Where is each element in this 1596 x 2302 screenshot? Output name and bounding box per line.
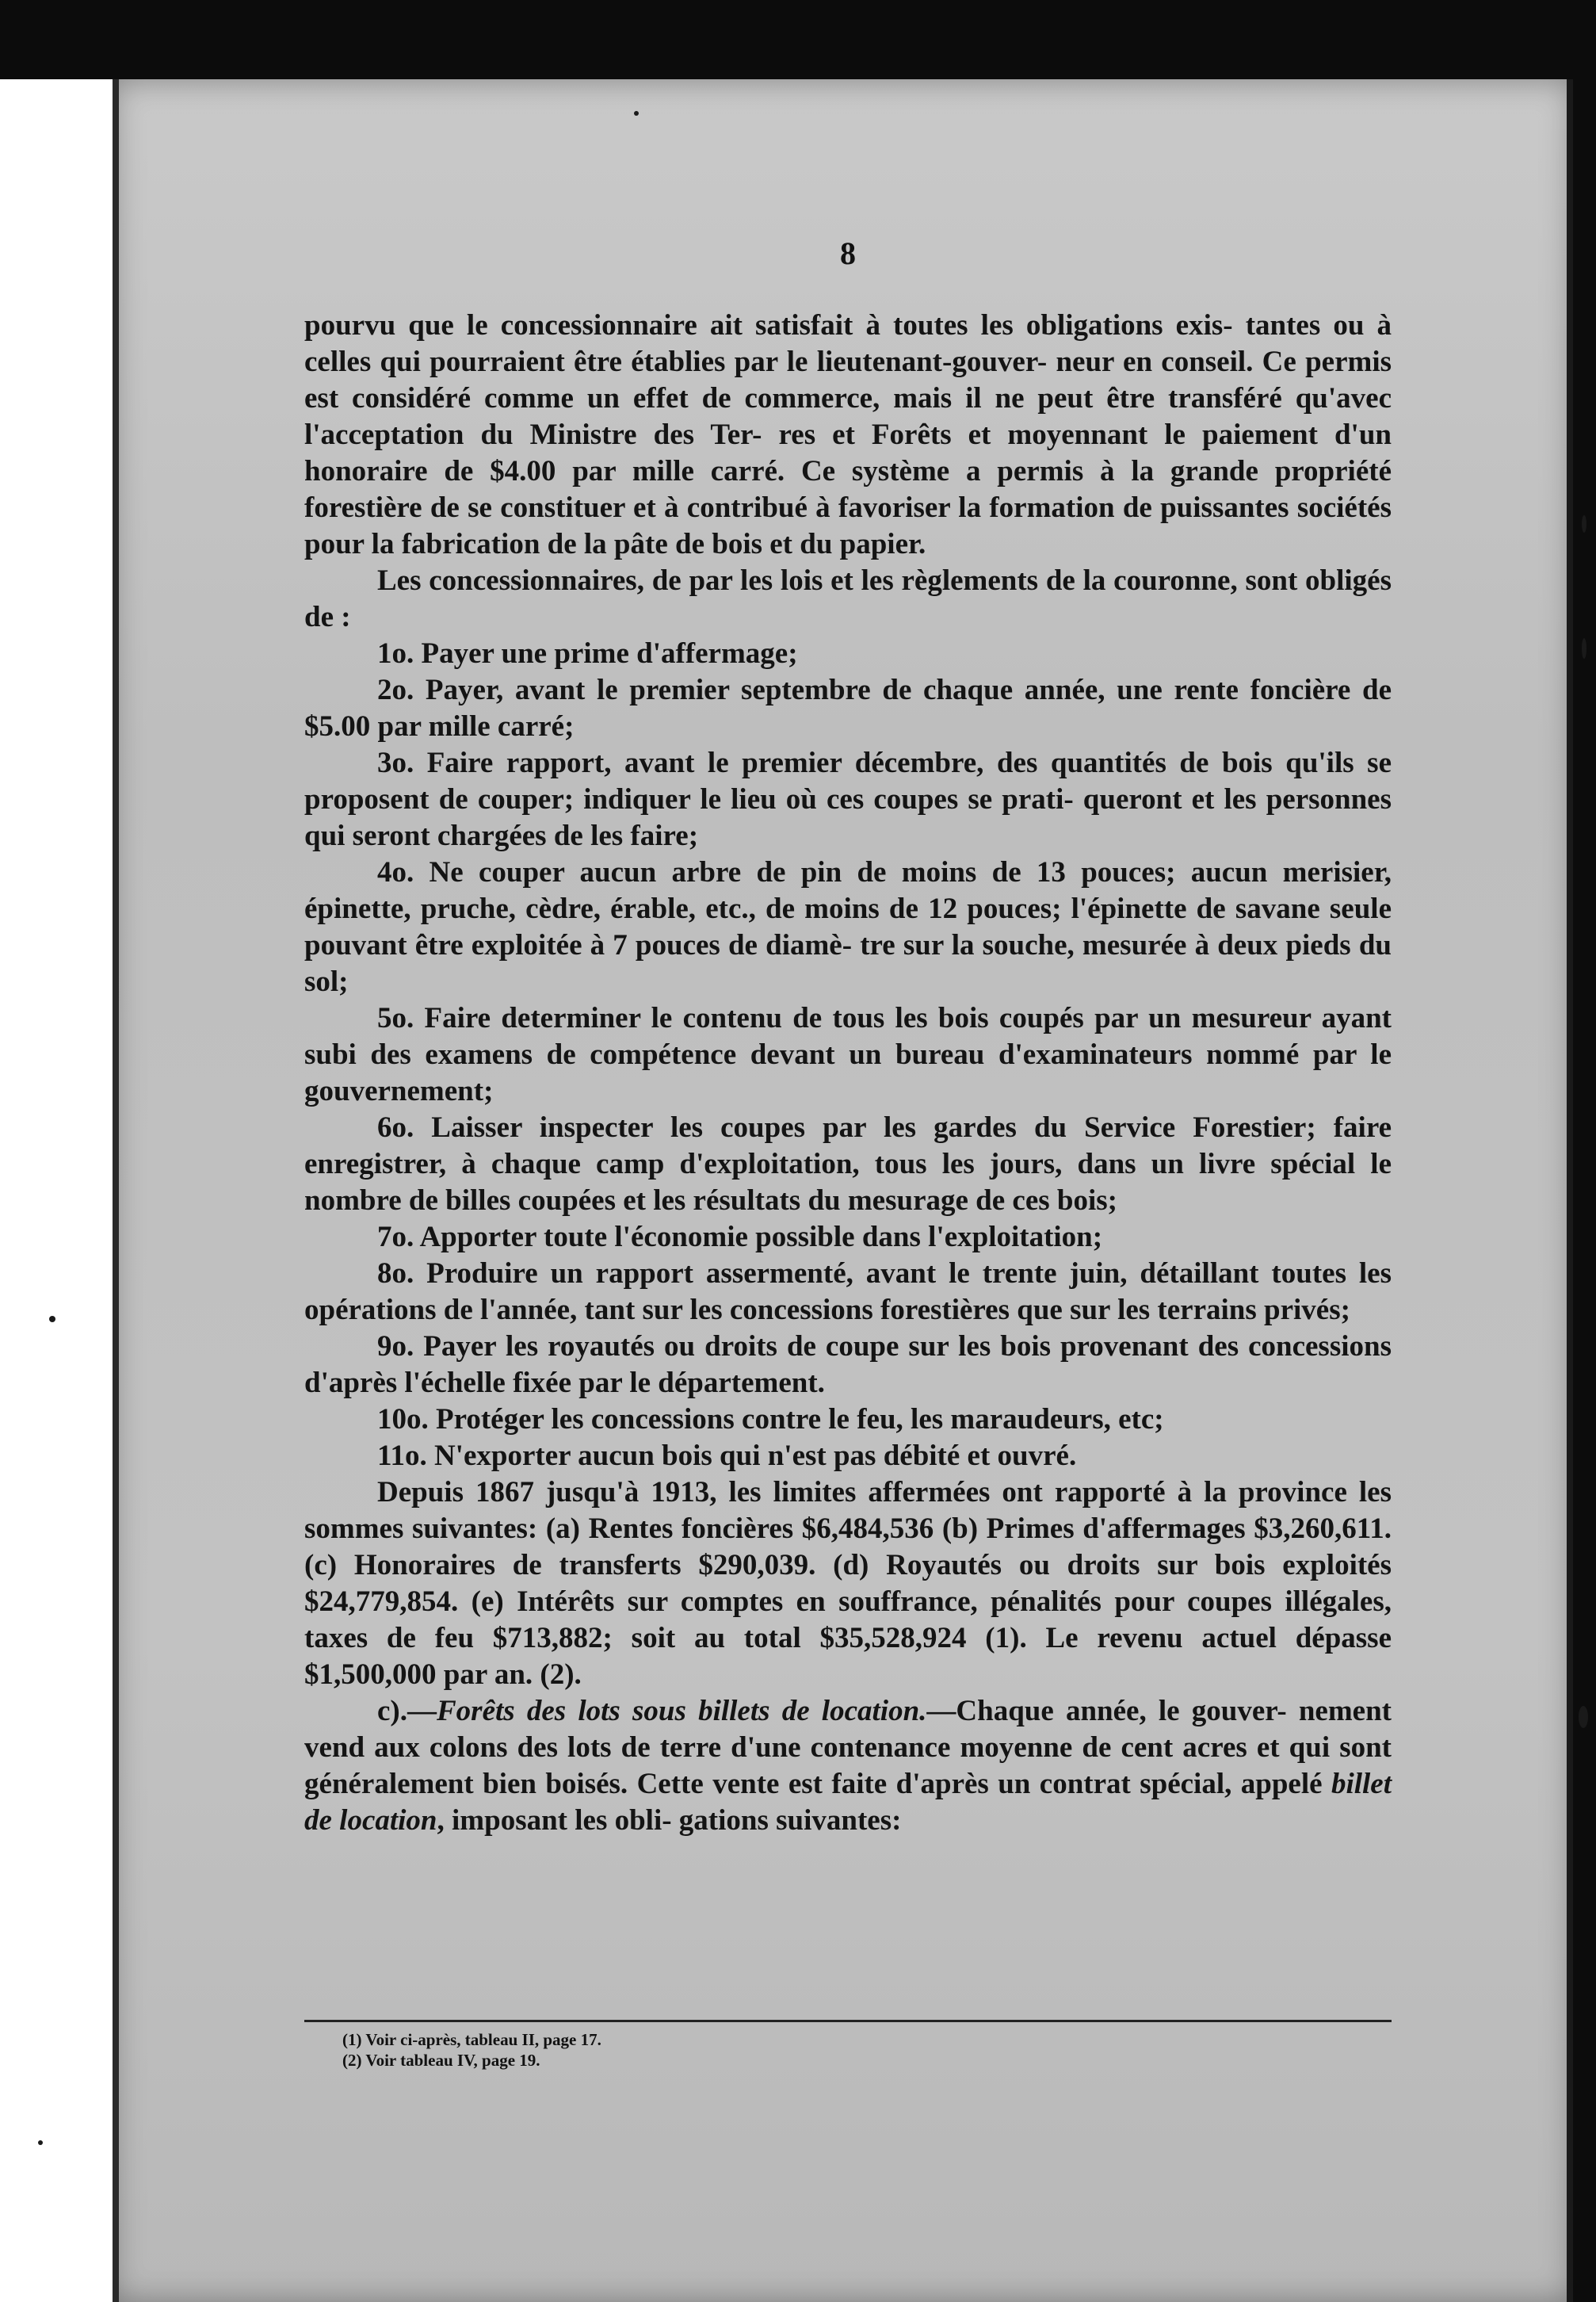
scan-speck [1582, 515, 1586, 533]
obligation-item-11: 11o. N'exporter aucun bois qui n'est pas débité et ouvré. [377, 1440, 1077, 1472]
obligation-item-1: 1o. Payer une prime d'affermage; [377, 637, 798, 670]
page-number: 8 [840, 235, 856, 271]
obligation-item-6: 6o. Laisser inspecter les coupes par les gardes du Service Forestier; faire enregistrer, à chaque camp d'exploitation, tous les jours, dans un livre spécial le nombre de billes coupées et les résultats du mesurage de ces bois; [304, 1111, 1392, 1217]
obligation-item-7: 7o. Apporter toute l'économie possible dans l'exploitation; [377, 1221, 1103, 1253]
obligation-item-2: 2o. Payer, avant le premier septembre de chaque année, une rente foncière de $5.00 par mille carré; [304, 674, 1392, 743]
page-edge-left [113, 79, 119, 2302]
section-c-title: Forêts des lots sous billets de location. [437, 1695, 927, 1727]
paragraph-obligations-intro: Les concessionnaires, de par les lois et les règlements de la couronne, sont obligés de : [304, 564, 1392, 633]
section-c-text-before: —Chaque année, le gouver- nement vend aux colons des lots de terre d'une contenance moyenne de cent acres et qui sont généralement bien boisés. Cette vente est faite d'après un contrat spécial, appelé [304, 1695, 1392, 1800]
obligation-item-8: 8o. Produire un rapport assermenté, avant le trente juin, détaillant toutes les opérations de l'année, tant sur les concessions forestières que sur les terrains privés; [304, 1257, 1392, 1326]
obligation-item-3: 3o. Faire rapport, avant le premier décembre, des quantités de bois qu'ils se proposent de couper; indiquer le lieu où ces coupes se prati- queront et les personnes qui seront chargées de les faire; [304, 747, 1392, 852]
obligation-item-10: 10o. Protéger les concessions contre le feu, les maraudeurs, etc; [377, 1403, 1164, 1436]
obligation-item-9: 9o. Payer les royautés ou droits de coupe sur les bois provenant des concessions d'après l'échelle fixée par le département. [304, 1330, 1392, 1399]
scan-speck [634, 111, 639, 116]
scan-speck [1582, 638, 1586, 659]
scan-border-right [1573, 0, 1596, 2302]
paragraph-intro: pourvu que le concessionnaire ait satisfait à toutes les obligations exis- tantes ou à celles qui pourraient être établies par le lieutenant-gouver- neur en conseil. Ce permis est considéré comme un effet de commerce, mais il ne peut être transféré qu'avec l'acceptation du Ministre des Ter- res et Forêts et moyennant le paiement d'un honoraire de $4.00 par mille carré. Ce système a permis à la grande propriété forestière de se constituer et à contribué à favoriser la formation de puissantes sociétés pour la fabrication de la pâte de bois et du papier. [304, 309, 1392, 560]
paragraph-revenues: Depuis 1867 jusqu'à 1913, les limites affermées ont rapporté à la province les sommes suivantes: (a) Rentes foncières $6,484,536 (b) Primes d'affermages $3,260,611. (c) Honoraires de transferts $290,039. (d) Royautés ou droits sur bois exploités $24,779,854. (e) Intérêts sur comptes en souffrance, pénalités pour coupes illégales, taxes de feu $713,882; soit au total $35,528,924 (1). Le revenu actuel dépasse $1,500,000 par an. (2). [304, 1476, 1392, 1691]
footnote-divider [304, 2020, 1392, 2022]
body-text [304, 308, 1392, 1839]
scan-speck [1579, 1706, 1588, 1728]
section-c-paragraph [304, 1693, 1392, 1839]
section-c-text-after: , imposant les obli- gations suivantes: [437, 1804, 902, 1837]
page-edge-right [1567, 79, 1573, 2302]
section-c-label: c).— [377, 1695, 437, 1727]
scan-speck [49, 1316, 55, 1322]
scan-border-top [0, 0, 1596, 79]
obligation-item-4: 4o. Ne couper aucun arbre de pin de moins de 13 pouces; aucun merisier, épinette, pruche, cèdre, érable, etc., de moins de 12 pouces; l'épinette de savane seule pouvant être exploitée à 7 pouces de diamè- tre sur la souche, mesurée à deux pieds du sol; [304, 856, 1392, 998]
obligation-item-5: 5o. Faire determiner le contenu de tous les bois coupés par un mesureur ayant subi des examens de compétence devant un bureau d'examinateurs nommé par le gouvernement; [304, 1002, 1392, 1107]
footnotes [342, 2029, 1214, 2071]
section-c-term: billet de location [304, 1768, 1392, 1837]
footnote-2: (2) Voir tableau IV, page 19. [342, 2051, 540, 2070]
scan-speck [38, 2140, 43, 2145]
footnote-1: (1) Voir ci-après, tableau II, page 17. [342, 2030, 601, 2049]
